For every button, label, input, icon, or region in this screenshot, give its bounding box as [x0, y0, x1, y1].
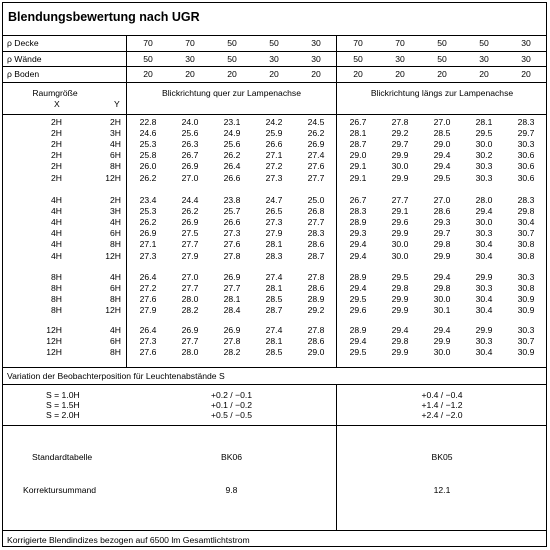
variation-laengs: +1.4 / −1.2	[421, 400, 463, 410]
ugr-value: 27.0	[181, 173, 199, 183]
ugr-value: 28.9	[349, 325, 367, 335]
row-y: 12H	[105, 173, 121, 183]
ugr-value: 28.3	[349, 206, 367, 216]
row-x: 2H	[51, 139, 62, 149]
row-y: 8H	[110, 161, 121, 171]
row-y: 6H	[110, 283, 121, 293]
ugr-value: 24.9	[223, 128, 241, 138]
ugr-value: 28.4	[223, 305, 241, 315]
ugr-value: 26.6	[223, 173, 241, 183]
ugr-value: 30.3	[475, 283, 493, 293]
ugr-value: 27.0	[181, 272, 199, 282]
rho-value: 20	[143, 69, 153, 79]
ugr-value: 26.2	[139, 173, 157, 183]
rho-value: 30	[269, 54, 279, 64]
ugr-value: 28.1	[223, 294, 241, 304]
ugr-value: 30.4	[475, 239, 493, 249]
ugr-value: 30.0	[475, 139, 493, 149]
ugr-value: 27.0	[433, 195, 451, 205]
row-y: 4H	[110, 325, 121, 335]
ugr-value: 28.2	[181, 305, 199, 315]
ugr-value: 26.9	[223, 325, 241, 335]
page-title: Blendungsbewertung nach UGR	[8, 10, 200, 24]
rho-value: 30	[479, 54, 489, 64]
ugr-value: 26.9	[307, 139, 325, 149]
ugr-value: 26.7	[181, 150, 199, 160]
ugr-value: 29.9	[391, 173, 409, 183]
rho-value: 70	[185, 38, 195, 48]
ugr-value: 29.9	[391, 228, 409, 238]
ugr-value: 30.0	[433, 294, 451, 304]
ugr-value: 25.0	[307, 195, 325, 205]
ugr-value: 23.8	[223, 195, 241, 205]
ugr-value: 30.3	[517, 272, 535, 282]
rho-value: 20	[395, 69, 405, 79]
row-y: 12H	[105, 251, 121, 261]
row-x: 2H	[51, 128, 62, 138]
row-x: 8H	[51, 294, 62, 304]
row-y: 8H	[110, 294, 121, 304]
ugr-value: 29.4	[433, 325, 451, 335]
ugr-value: 30.8	[517, 239, 535, 249]
ugr-value: 27.6	[139, 347, 157, 357]
korrektur-laengs: 12.1	[433, 485, 451, 495]
ugr-value: 27.9	[265, 228, 283, 238]
ugr-value: 26.3	[181, 139, 199, 149]
ugr-value: 26.8	[307, 206, 325, 216]
rho-value: 50	[227, 54, 237, 64]
row-x: 4H	[51, 206, 62, 216]
ugr-value: 29.7	[433, 228, 451, 238]
ugr-value: 27.7	[391, 195, 409, 205]
ugr-value: 30.2	[475, 150, 493, 160]
rho-value: 50	[479, 38, 489, 48]
row-y: 6H	[110, 336, 121, 346]
ugr-value: 30.4	[475, 251, 493, 261]
variation-quer: +0.5 / −0.5	[210, 410, 253, 420]
ugr-value: 29.1	[391, 206, 409, 216]
row-x: 8H	[51, 272, 62, 282]
row-x: 4H	[51, 251, 62, 261]
variation-laengs: +0.4 / −0.4	[421, 390, 463, 400]
ugr-value: 30.4	[517, 217, 535, 227]
footer-note: Korrigierte Blendindizes bezogen auf 6500 lm Gesamtlichtstrom	[7, 535, 250, 545]
ugr-value: 29.4	[349, 239, 367, 249]
ugr-value: 23.1	[223, 117, 241, 127]
row-x: 4H	[51, 217, 62, 227]
ugr-value: 29.0	[307, 347, 325, 357]
ugr-value: 30.3	[517, 325, 535, 335]
ugr-value: 27.7	[307, 173, 325, 183]
ugr-value: 27.9	[139, 305, 157, 315]
rho-label: ρ Decke	[7, 38, 39, 48]
rho-value: 20	[227, 69, 237, 79]
ugr-value: 29.2	[307, 305, 325, 315]
rule	[2, 530, 547, 531]
ugr-value: 28.0	[181, 347, 199, 357]
rho-value: 20	[353, 69, 363, 79]
variation-laengs: +2.4 / −2.0	[421, 410, 463, 420]
rho-value: 20	[185, 69, 195, 79]
ugr-value: 28.6	[307, 336, 325, 346]
rho-value: 20	[269, 69, 279, 79]
ugr-value: 27.8	[307, 272, 325, 282]
rule	[2, 66, 547, 67]
header-quer: Blickrichtung quer zur Lampenachse	[161, 88, 301, 98]
ugr-value: 29.4	[349, 283, 367, 293]
rho-value: 70	[143, 38, 153, 48]
ugr-value: 27.3	[265, 217, 283, 227]
ugr-value: 28.7	[349, 139, 367, 149]
rule	[2, 51, 547, 52]
ugr-value: 28.6	[307, 239, 325, 249]
ugr-value: 27.3	[265, 173, 283, 183]
rule	[2, 82, 547, 83]
row-x: 8H	[51, 305, 62, 315]
ugr-value: 26.2	[181, 206, 199, 216]
ugr-value: 30.4	[475, 294, 493, 304]
ugr-value: 30.6	[517, 161, 535, 171]
ugr-value: 28.0	[181, 294, 199, 304]
ugr-value: 29.4	[349, 336, 367, 346]
ugr-value: 27.3	[139, 336, 157, 346]
ugr-value: 24.0	[181, 117, 199, 127]
rho-value: 30	[395, 54, 405, 64]
row-y: 3H	[110, 206, 121, 216]
ugr-value: 30.9	[517, 347, 535, 357]
row-y: 8H	[110, 239, 121, 249]
rule	[2, 384, 547, 385]
ugr-value: 29.8	[391, 336, 409, 346]
ugr-value: 29.8	[433, 283, 451, 293]
ugr-value: 27.4	[265, 325, 283, 335]
standardtabelle-quer: BK06	[220, 452, 243, 462]
ugr-value: 27.6	[139, 294, 157, 304]
rho-value: 20	[437, 69, 447, 79]
ugr-value: 27.2	[139, 283, 157, 293]
rho-label: ρ Wände	[7, 54, 42, 64]
row-y: 6H	[110, 150, 121, 160]
ugr-value: 27.1	[139, 239, 157, 249]
rho-value: 30	[521, 54, 531, 64]
ugr-value: 28.9	[349, 272, 367, 282]
ugr-value: 29.8	[391, 283, 409, 293]
ugr-value: 26.9	[181, 325, 199, 335]
rho-value: 30	[311, 54, 321, 64]
ugr-value: 26.0	[139, 161, 157, 171]
ugr-value: 29.9	[391, 150, 409, 160]
korrektur-quer: 9.8	[225, 485, 238, 495]
rho-value: 70	[395, 38, 405, 48]
rho-value: 30	[185, 54, 195, 64]
rho-value: 50	[227, 38, 237, 48]
ugr-value: 27.7	[181, 283, 199, 293]
row-y: 2H	[110, 195, 121, 205]
ugr-value: 29.4	[475, 206, 493, 216]
ugr-value: 30.8	[517, 251, 535, 261]
row-x: 4H	[51, 239, 62, 249]
header-y: Y	[114, 99, 120, 109]
rho-value: 70	[353, 38, 363, 48]
ugr-value: 25.9	[265, 128, 283, 138]
row-x: 4H	[51, 228, 62, 238]
rho-value: 50	[143, 54, 153, 64]
ugr-value: 28.6	[307, 283, 325, 293]
row-x: 12H	[46, 336, 62, 346]
ugr-value: 26.6	[265, 139, 283, 149]
ugr-value: 28.7	[307, 251, 325, 261]
rule	[2, 367, 547, 368]
row-x: 8H	[51, 283, 62, 293]
ugr-value: 29.3	[433, 217, 451, 227]
rule	[2, 425, 547, 426]
ugr-value: 29.5	[349, 347, 367, 357]
ugr-value: 29.7	[391, 139, 409, 149]
variation-label: S = 1.5H	[46, 400, 80, 410]
ugr-value: 30.4	[475, 305, 493, 315]
ugr-value: 30.9	[517, 305, 535, 315]
ugr-value: 26.7	[349, 117, 367, 127]
ugr-value: 26.9	[223, 272, 241, 282]
ugr-value: 28.5	[265, 347, 283, 357]
ugr-value: 29.9	[433, 251, 451, 261]
variation-title: Variation der Beobachterposition für Leuchtenabstände S	[7, 371, 225, 381]
ugr-value: 27.6	[307, 161, 325, 171]
ugr-value: 30.7	[517, 336, 535, 346]
ugr-value: 27.5	[181, 228, 199, 238]
ugr-value: 29.5	[349, 294, 367, 304]
korrektur-label: Korrektursummand	[23, 485, 97, 495]
ugr-value: 26.9	[181, 217, 199, 227]
rule	[2, 35, 547, 36]
row-x: 2H	[51, 173, 62, 183]
standardtabelle-label: Standardtabelle	[32, 452, 93, 462]
header-laengs: Blickrichtung längs zur Lampenachse	[370, 88, 514, 98]
ugr-value: 26.2	[223, 150, 241, 160]
rho-value: 20	[311, 69, 321, 79]
ugr-value: 29.0	[349, 150, 367, 160]
ugr-value: 29.5	[433, 173, 451, 183]
ugr-value: 25.7	[223, 206, 241, 216]
ugr-value: 30.4	[475, 347, 493, 357]
ugr-value: 29.4	[433, 150, 451, 160]
ugr-value: 28.2	[223, 347, 241, 357]
ugr-value: 24.7	[265, 195, 283, 205]
row-y: 6H	[110, 228, 121, 238]
ugr-value: 27.7	[181, 239, 199, 249]
ugr-value: 29.4	[391, 325, 409, 335]
ugr-value: 30.3	[517, 139, 535, 149]
ugr-value: 29.5	[475, 128, 493, 138]
row-y: 8H	[110, 347, 121, 357]
row-x: 12H	[46, 325, 62, 335]
ugr-value: 26.6	[223, 217, 241, 227]
ugr-value: 27.8	[223, 336, 241, 346]
ugr-value: 30.3	[475, 161, 493, 171]
ugr-value: 28.9	[349, 217, 367, 227]
row-x: 2H	[51, 150, 62, 160]
ugr-value: 28.1	[265, 283, 283, 293]
ugr-value: 27.7	[181, 336, 199, 346]
row-x: 4H	[51, 195, 62, 205]
ugr-value: 28.1	[265, 239, 283, 249]
ugr-value: 26.7	[349, 195, 367, 205]
ugr-value: 30.6	[517, 150, 535, 160]
ugr-value: 28.1	[349, 128, 367, 138]
ugr-value: 26.4	[139, 325, 157, 335]
rho-label: ρ Boden	[7, 69, 40, 79]
rho-value: 50	[437, 54, 447, 64]
ugr-value: 27.8	[391, 117, 409, 127]
ugr-value: 30.8	[517, 283, 535, 293]
row-x: 2H	[51, 117, 62, 127]
ugr-value: 29.8	[433, 239, 451, 249]
rho-value: 30	[521, 38, 531, 48]
ugr-value: 27.0	[433, 117, 451, 127]
ugr-value: 26.4	[223, 161, 241, 171]
ugr-value: 27.6	[223, 239, 241, 249]
row-y: 12H	[105, 305, 121, 315]
ugr-value: 27.3	[223, 228, 241, 238]
ugr-value: 30.3	[475, 173, 493, 183]
ugr-value: 29.1	[349, 173, 367, 183]
ugr-value: 28.3	[517, 117, 535, 127]
ugr-value: 27.4	[265, 272, 283, 282]
ugr-value: 23.4	[139, 195, 157, 205]
ugr-value: 27.7	[307, 217, 325, 227]
rho-value: 50	[353, 54, 363, 64]
ugr-value: 29.1	[349, 161, 367, 171]
ugr-value: 28.9	[307, 294, 325, 304]
ugr-value: 29.8	[517, 206, 535, 216]
ugr-value: 30.3	[475, 228, 493, 238]
ugr-value: 28.3	[265, 251, 283, 261]
variation-label: S = 2.0H	[46, 410, 80, 420]
ugr-value: 30.3	[475, 336, 493, 346]
ugr-value: 30.0	[391, 239, 409, 249]
ugr-value: 29.9	[391, 305, 409, 315]
rho-value: 50	[269, 38, 279, 48]
ugr-value: 26.2	[307, 128, 325, 138]
ugr-value: 26.5	[265, 206, 283, 216]
ugr-value: 28.3	[307, 228, 325, 238]
row-x: 2H	[51, 161, 62, 171]
rho-value: 30	[311, 38, 321, 48]
rho-value: 20	[479, 69, 489, 79]
row-y: 4H	[110, 217, 121, 227]
row-y: 3H	[110, 128, 121, 138]
ugr-value: 26.9	[181, 161, 199, 171]
row-x: 12H	[46, 347, 62, 357]
ugr-value: 25.3	[139, 206, 157, 216]
header-x: X	[54, 99, 60, 109]
ugr-value: 30.0	[391, 161, 409, 171]
ugr-value: 30.9	[517, 294, 535, 304]
ugr-value: 29.9	[391, 347, 409, 357]
ugr-value: 28.5	[433, 128, 451, 138]
ugr-value: 28.1	[475, 117, 493, 127]
ugr-value: 26.2	[139, 217, 157, 227]
ugr-value: 29.9	[391, 294, 409, 304]
ugr-value: 22.8	[139, 117, 157, 127]
ugr-value: 29.4	[433, 272, 451, 282]
ugr-value: 25.3	[139, 139, 157, 149]
ugr-value: 29.6	[391, 217, 409, 227]
ugr-value: 28.6	[433, 206, 451, 216]
ugr-value: 24.2	[265, 117, 283, 127]
ugr-value: 30.0	[391, 251, 409, 261]
variation-quer: +0.1 / −0.2	[210, 400, 253, 410]
ugr-value: 29.9	[475, 272, 493, 282]
ugr-value: 27.8	[307, 325, 325, 335]
ugr-value: 28.7	[265, 305, 283, 315]
ugr-value: 29.9	[475, 325, 493, 335]
ugr-value: 24.6	[139, 128, 157, 138]
ugr-value: 27.7	[223, 283, 241, 293]
rho-value: 20	[521, 69, 531, 79]
ugr-value: 28.3	[517, 195, 535, 205]
ugr-value: 29.0	[433, 139, 451, 149]
ugr-value: 30.6	[517, 173, 535, 183]
ugr-value: 29.4	[433, 161, 451, 171]
variation-label: S = 1.0H	[46, 390, 80, 400]
ugr-value: 30.0	[433, 347, 451, 357]
ugr-value: 28.5	[265, 294, 283, 304]
variation-quer: +0.2 / −0.1	[210, 390, 253, 400]
ugr-value: 26.9	[139, 228, 157, 238]
ugr-value: 25.8	[139, 150, 157, 160]
rho-value: 50	[437, 38, 447, 48]
ugr-value: 30.0	[475, 217, 493, 227]
row-y: 2H	[110, 117, 121, 127]
ugr-value: 24.4	[181, 195, 199, 205]
ugr-value: 25.6	[181, 128, 199, 138]
ugr-value: 28.1	[265, 336, 283, 346]
ugr-value: 27.2	[265, 161, 283, 171]
header-raumgroesse: Raumgröße	[32, 88, 78, 98]
ugr-value: 27.1	[265, 150, 283, 160]
ugr-value: 29.3	[349, 228, 367, 238]
ugr-value: 24.5	[307, 117, 325, 127]
standardtabelle-laengs: BK05	[431, 452, 453, 462]
ugr-value: 26.4	[139, 272, 157, 282]
ugr-value: 30.7	[517, 228, 535, 238]
ugr-value: 27.9	[181, 251, 199, 261]
ugr-value: 29.4	[349, 251, 367, 261]
ugr-value: 25.6	[223, 139, 241, 149]
row-y: 4H	[110, 139, 121, 149]
rule	[2, 114, 547, 115]
ugr-value: 28.0	[475, 195, 493, 205]
ugr-value: 27.3	[139, 251, 157, 261]
ugr-value: 29.6	[349, 305, 367, 315]
ugr-value: 29.2	[391, 128, 409, 138]
ugr-value: 29.7	[517, 128, 535, 138]
ugr-value: 27.4	[307, 150, 325, 160]
ugr-value: 29.5	[391, 272, 409, 282]
ugr-value: 30.1	[433, 305, 451, 315]
ugr-value: 27.8	[223, 251, 241, 261]
ugr-value: 29.9	[433, 336, 451, 346]
row-y: 4H	[110, 272, 121, 282]
